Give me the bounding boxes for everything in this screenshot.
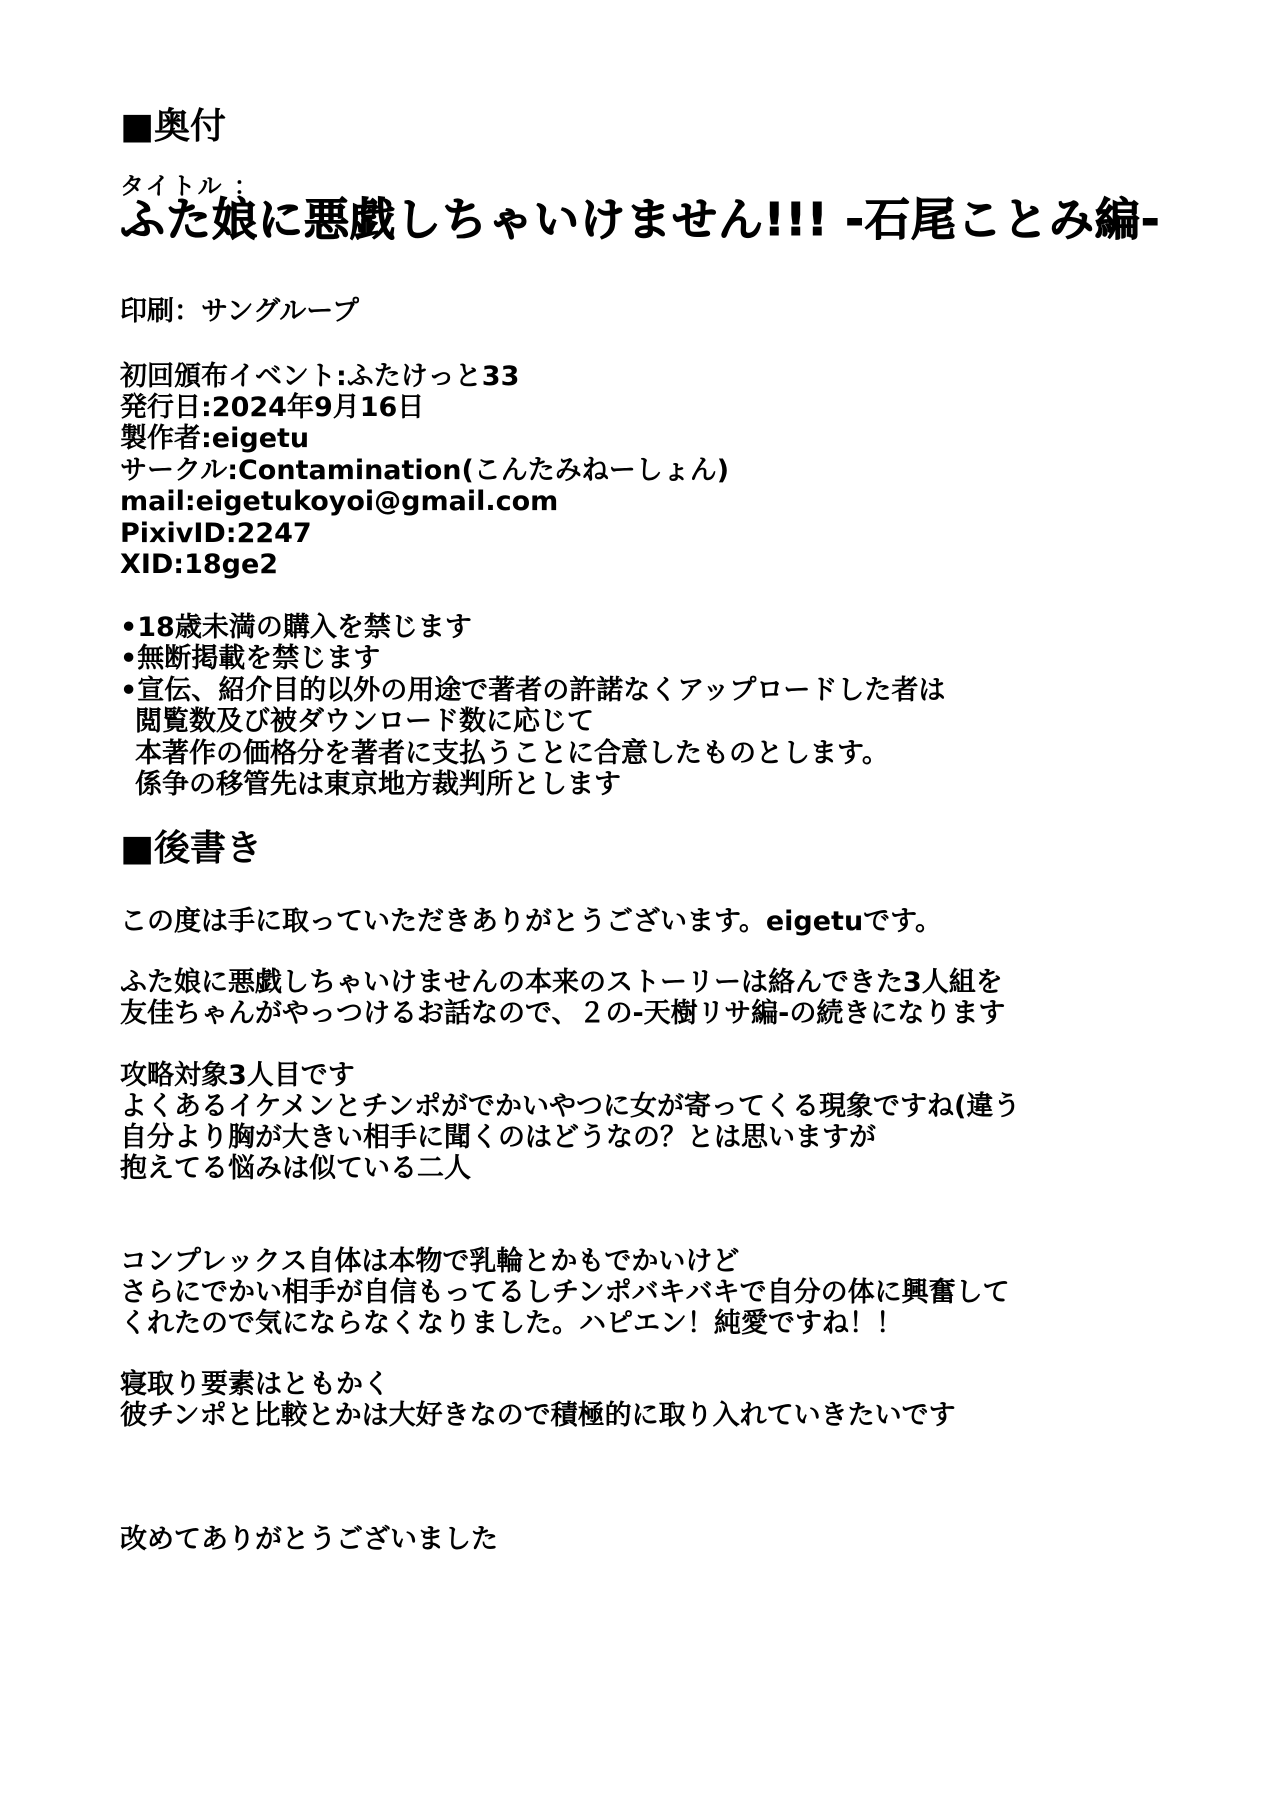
notice-item: •無断掲載を禁じます <box>120 643 381 674</box>
afterword-line: コンプレックス自体は本物で乳輪とかもでかいけど <box>120 1246 740 1277</box>
afterword-line: 改めてありがとうございました <box>120 1524 498 1555</box>
afterword-line: よくあるイケメンとチンポがでかいやつに女が寄ってくる現象ですね(違う <box>120 1091 1021 1122</box>
first-event-info: 初回頒布イベント:ふたけっと33 <box>120 361 520 392</box>
publish-date-info: 発行日:2024年9月16日 <box>120 392 425 423</box>
notice-item: 本著作の価格分を著者に支払うことに合意したものとします。 <box>135 738 889 769</box>
afterword-line: 自分より胸が大きい相手に聞くのはどうなの？とは思いますが <box>120 1122 876 1153</box>
afterword-line: 寝取り要素はともかく <box>120 1369 390 1400</box>
colophon-heading: ■奥付 <box>120 106 227 147</box>
afterword-line: 攻略対象3人目です <box>120 1060 355 1091</box>
afterword-line: くれたので気にならなくなりました。ハピエン！純愛ですね！！ <box>120 1308 903 1339</box>
notice-item: •18歳未満の購入を禁じます <box>120 612 472 643</box>
notice-item: 係争の移管先は東京地方裁判所とします <box>135 769 621 800</box>
x-id-info: XID:18ge2 <box>120 549 279 580</box>
work-title: ふた娘に悪戯しちゃいけません!!! -石尾ことみ編- <box>120 193 1161 246</box>
title-label: タイトル ： <box>120 172 260 200</box>
notice-item: 閲覧数及び被ダウンロード数に応じて <box>135 706 594 737</box>
afterword-line: 抱えてる悩みは似ている二人 <box>120 1153 471 1184</box>
afterword-heading: ■後書き <box>120 828 263 869</box>
mail-info: mail:eigetukoyoi@gmail.com <box>120 486 559 517</box>
afterword-line: 彼チンポと比較とかは大好きなので積極的に取り入れていきたいです <box>120 1400 956 1431</box>
author-info: 製作者:eigetu <box>120 423 310 454</box>
afterword-line: さらにでかい相手が自信もってるしチンポバキバキで自分の体に興奮して <box>120 1277 1010 1308</box>
afterword-line: 友佳ちゃんがやっつけるお話なので、２の-天樹リサ編-の続きになります <box>120 998 1006 1029</box>
pixiv-id-info: PixivID:2247 <box>120 518 312 549</box>
notice-item: •宣伝、紹介目的以外の用途で著者の許諾なくアップロードした者は <box>120 675 946 706</box>
afterword-line: この度は手に取っていただきありがとうございます。eigetuです。 <box>120 906 943 937</box>
printer-info: 印刷：サングループ <box>120 296 359 327</box>
circle-info: サークル:Contamination(こんたみねーしょん) <box>120 455 730 486</box>
afterword-line: ふた娘に悪戯しちゃいけませんの本来のストーリーは絡んできた3人組を <box>120 967 1003 998</box>
